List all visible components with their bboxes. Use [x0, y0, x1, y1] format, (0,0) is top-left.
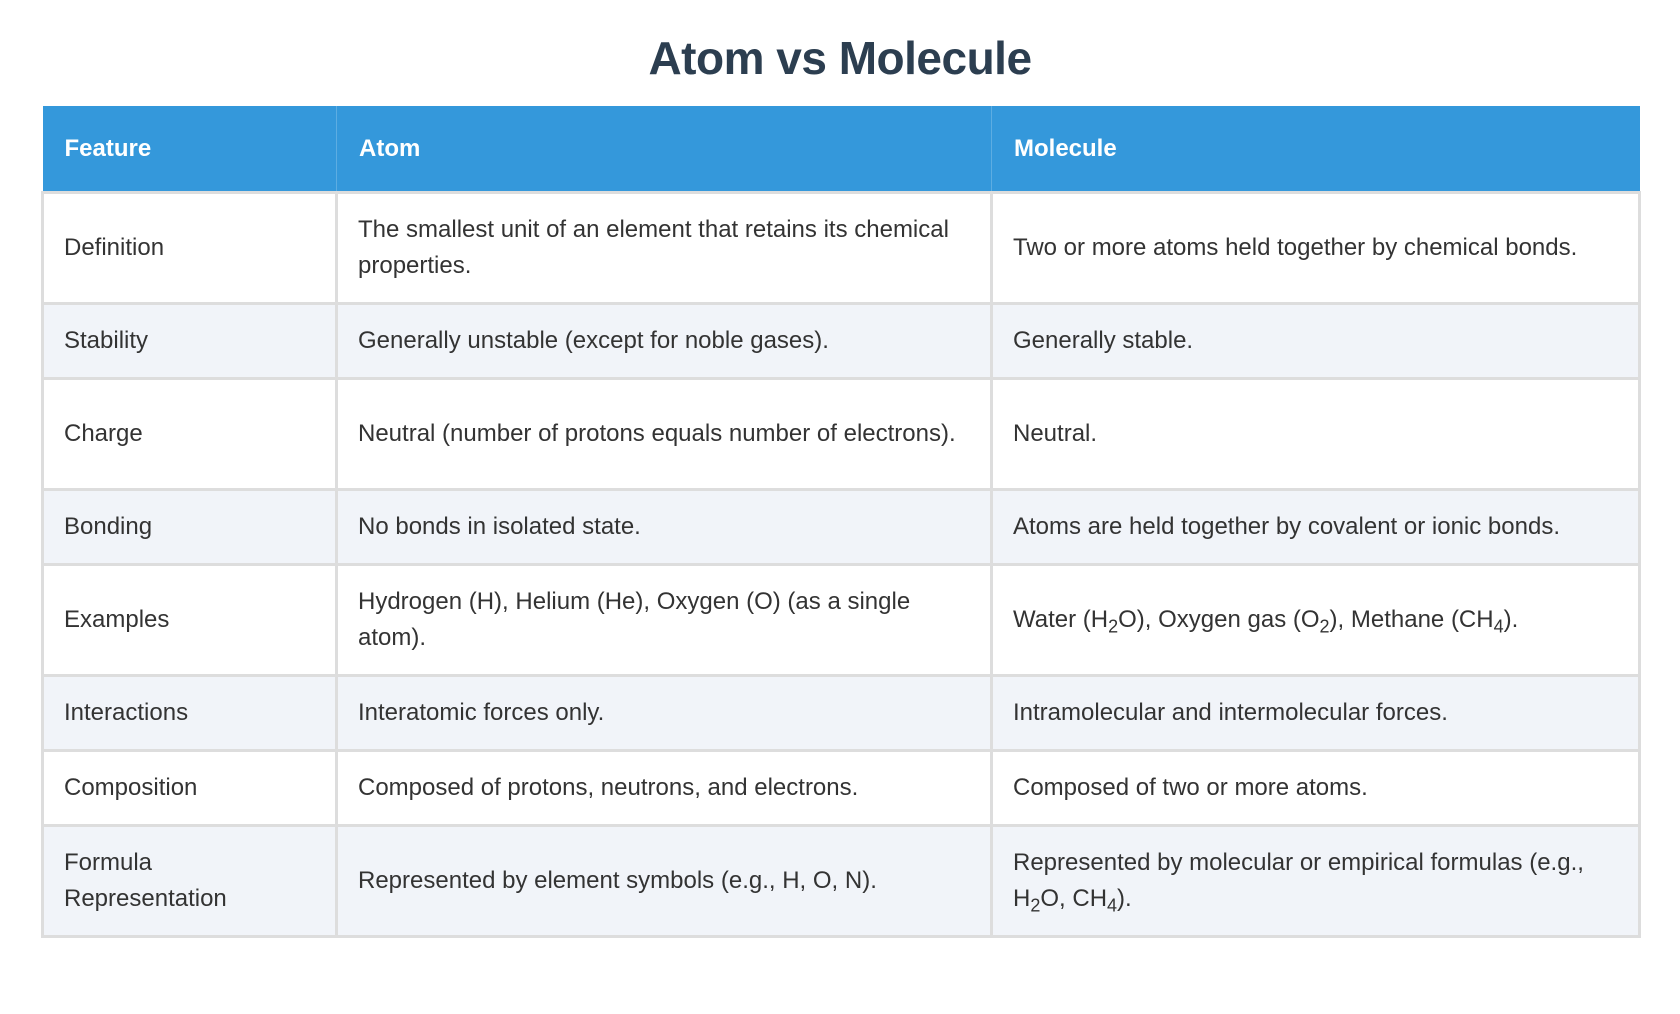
atom-cell — [337, 490, 992, 565]
molecule-cell — [992, 379, 1640, 490]
cell-text: Water (H — [1013, 606, 1109, 633]
cell-text: Generally unstable (except for noble gases). — [358, 327, 829, 354]
table-row-formula-representation — [43, 826, 1640, 937]
feature-cell: Formula Representation — [43, 826, 337, 937]
comparison-table — [41, 106, 1641, 938]
table-row-bonding — [43, 490, 1640, 565]
molecule-cell — [992, 193, 1640, 304]
cell-text: ). — [1503, 606, 1519, 633]
cell-text: ), Methane (CH — [1329, 606, 1494, 633]
cell-text: Composed of two or more atoms. — [1013, 774, 1368, 801]
feature-cell: Interactions — [43, 676, 337, 751]
header-atom: Atom — [337, 106, 992, 193]
feature-cell: Examples — [43, 565, 337, 676]
subscript: 2 — [1030, 895, 1041, 916]
cell-text: Hydrogen (H), Helium (He), Oxygen (O) (as a single atom). — [358, 588, 911, 651]
table-row-definition — [43, 193, 1640, 304]
feature-cell: Definition — [43, 193, 337, 304]
cell-text: Represented by element symbols (e.g., H, O, N). — [358, 867, 877, 894]
table-row-interactions — [43, 676, 1640, 751]
page-title: Atom vs Molecule — [648, 32, 1032, 84]
subscript: 4 — [1493, 616, 1504, 637]
table-row-charge — [43, 379, 1640, 490]
molecule-cell — [992, 304, 1640, 379]
cell-text: ). — [1117, 885, 1132, 912]
header-row — [43, 106, 1640, 193]
cell-text: O, CH — [1040, 885, 1108, 912]
atom-cell — [337, 751, 992, 826]
comparison-table-container — [41, 106, 1638, 938]
subscript: 2 — [1108, 616, 1119, 637]
cell-text: Composed of protons, neutrons, and electrons. — [358, 774, 859, 801]
atom-cell — [337, 826, 992, 937]
atom-cell — [337, 676, 992, 751]
cell-text: O), Oxygen gas (O — [1118, 606, 1320, 633]
table-body — [43, 193, 1640, 937]
cell-text: The smallest unit of an element that retains its chemical properties. — [358, 216, 949, 279]
header-molecule: Molecule — [992, 106, 1640, 193]
cell-text: Generally stable. — [1013, 327, 1194, 354]
subscript: 2 — [1319, 616, 1330, 637]
feature-cell: Composition — [43, 751, 337, 826]
table-row-composition — [43, 751, 1640, 826]
cell-text: No bonds in isolated state. — [358, 513, 641, 540]
atom-cell — [337, 193, 992, 304]
feature-cell: Charge — [43, 379, 337, 490]
table-row-examples — [43, 565, 1640, 676]
molecule-cell — [992, 751, 1640, 826]
atom-cell — [337, 565, 992, 676]
atom-cell — [337, 304, 992, 379]
molecule-cell — [992, 676, 1640, 751]
cell-text: Neutral. — [1013, 420, 1098, 447]
molecule-cell — [992, 826, 1640, 937]
cell-text: Atoms are held together by covalent or ionic bonds. — [1013, 513, 1560, 540]
cell-text: Two or more atoms held together by chemical bonds. — [1013, 234, 1578, 261]
cell-text: Represented by molecular or empirical formulas (e.g., H — [1013, 849, 1584, 912]
feature-cell: Stability — [43, 304, 337, 379]
subscript: 4 — [1107, 895, 1118, 916]
molecule-cell — [992, 565, 1640, 676]
table-header — [43, 106, 1640, 193]
molecule-cell — [992, 490, 1640, 565]
atom-cell — [337, 379, 992, 490]
header-feature: Feature — [43, 106, 337, 193]
cell-text: Intramolecular and intermolecular forces. — [1013, 699, 1448, 726]
cell-text: Interatomic forces only. — [358, 699, 605, 726]
feature-cell: Bonding — [43, 490, 337, 565]
cell-text: Neutral (number of protons equals number of electrons). — [358, 420, 956, 447]
table-row-stability — [43, 304, 1640, 379]
